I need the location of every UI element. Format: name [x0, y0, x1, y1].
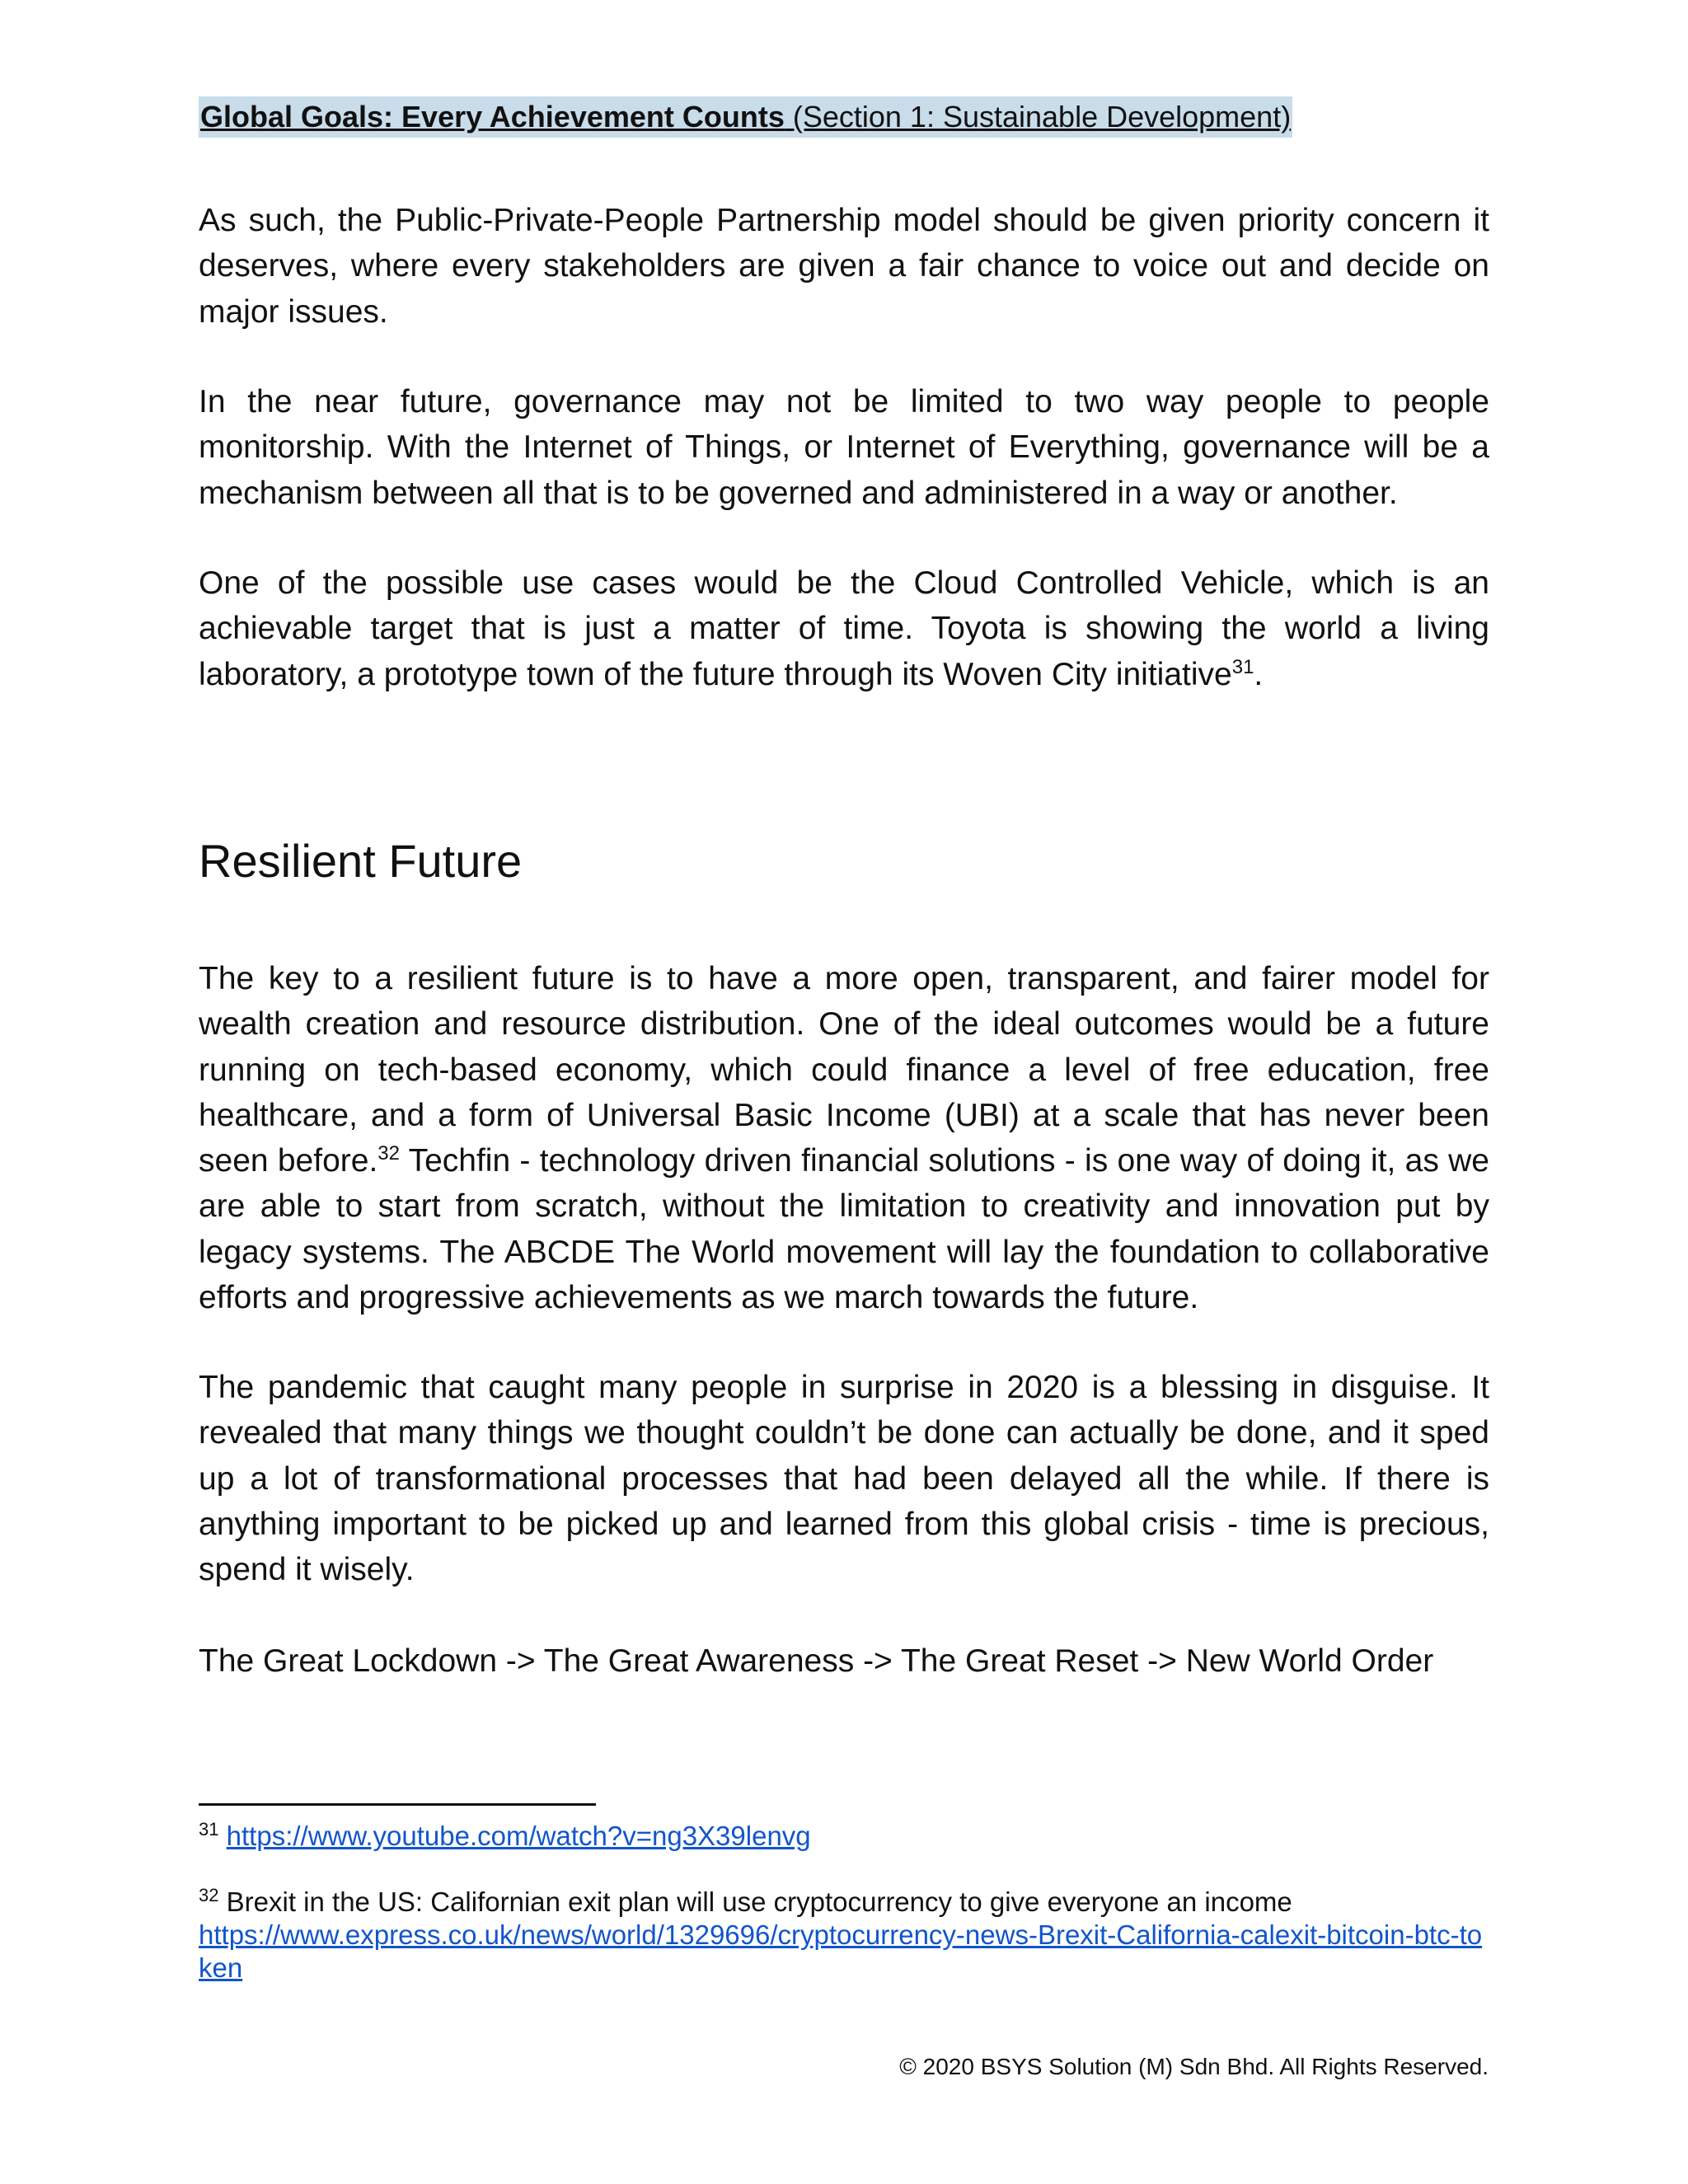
header-section: (Section 1: Sustainable Development) [784, 100, 1292, 134]
paragraph-cloud-vehicle [199, 560, 1489, 697]
footnote-ref-32[interactable]: 32 [377, 1142, 400, 1165]
footnote-text: Brexit in the US: Californian exit plan will use cryptocurrency to give everyone an income [218, 1886, 1292, 1917]
footnote-32 [199, 1886, 1489, 1985]
paragraph-ppp-model: As such, the Public-Private-People Partnership model should be given priority concern it deserves, where every stakeholders are given a fair chance to voice out and decide on major issues. [199, 203, 1489, 330]
footnote-number: 32 [199, 1885, 219, 1905]
page-header [199, 96, 1292, 138]
great-reset-flow: The Great Lockdown -> The Great Awareness -> The Great Reset -> New World Order [199, 1643, 1434, 1679]
footnote-separator [199, 1803, 596, 1806]
footnote-31 [199, 1820, 1489, 1853]
footnote-number: 31 [199, 1819, 219, 1840]
paragraph-resilient-future [199, 956, 1489, 1320]
footnote-link[interactable]: https://www.youtube.com/watch?v=ng3X39lenvg [226, 1821, 811, 1851]
copyright-notice: © 2020 BSYS Solution (M) Sdn Bhd. All Rights Reserved. [899, 2054, 1489, 2079]
footnote-ref-31[interactable]: 31 [1231, 655, 1254, 678]
paragraph-cloud-vehicle-end: . [1254, 656, 1264, 692]
footnote-link[interactable]: https://www.express.co.uk/news/world/1329696/cryptocurrency-news-Brexit-California-calexit-bitcoin-btc-token [199, 1919, 1483, 1983]
section-heading: Resilient Future [199, 835, 523, 887]
paragraph-resilient-future-b: Techfin - technology driven financial solutions - is one way of doing it, as we are able to start from scratch, without the limitation to creativity and innovation put by legacy systems. The ABCDE The World movement will lay the foundation to collaborative efforts and progressive achievements as we march towards the future. [199, 1143, 1489, 1316]
paragraph-cloud-vehicle-text: One of the possible use cases would be the Cloud Controlled Vehicle, which is an achievable target that is just a matter of time. Toyota is showing the world a living laboratory, a prototype town of the future through its Woven City initiative [199, 565, 1489, 692]
header-title: Global Goals: Every Achievement Counts [200, 100, 785, 134]
paragraph-governance: In the near future, governance may not be limited to two way people to people monitorship. With the Internet of Things, or Internet of Everything, governance will be a mechanism between all that is to be governed and administered in a way or another. [199, 384, 1489, 511]
paragraph-resilient-future-a: The key to a resilient future is to have a more open, transparent, and fairer model for wealth creation and resource distribution. One of the ideal outcomes would be a future running on tech-based economy, which could finance a level of free education, free healthcare, and a form of Universal Basic Income (UBI) at a scale that has never been seen before. [199, 961, 1489, 1179]
paragraph-pandemic: The pandemic that caught many people in surprise in 2020 is a blessing in disguise. It revealed that many things we thought couldn’t be done can actually be done, and it sped up a lot of transformational processes that had been delayed all the while. If there is anything important to be picked up and learned from this global crisis - time is precious, spend it wisely. [199, 1370, 1489, 1588]
